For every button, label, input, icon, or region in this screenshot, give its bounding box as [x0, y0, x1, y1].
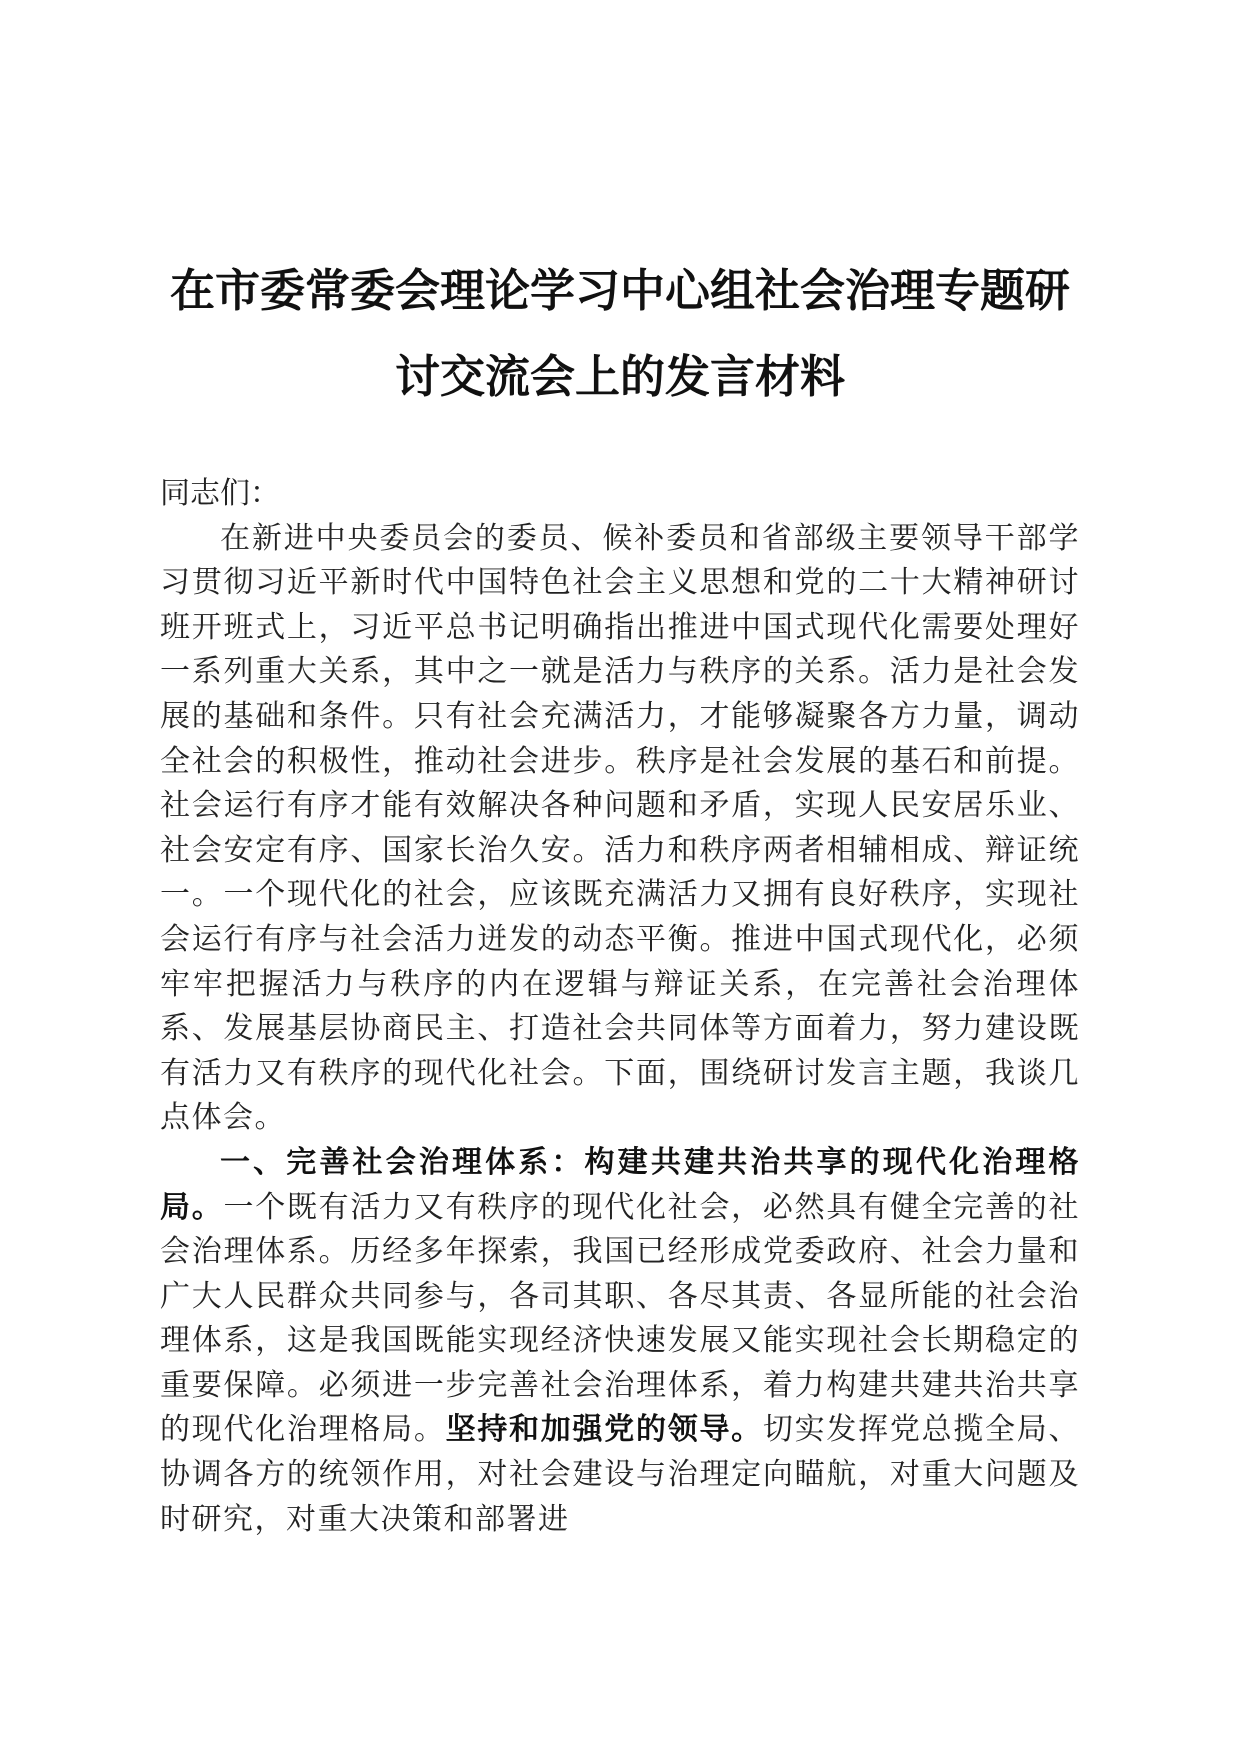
section-1-text: 一个既有活力又有秩序的现代化社会，必然具有健全完善的社会治理体系。历经多年探索，我国已经形成党委政府、社会力量和广大人民群众共同参与，各司其职、各尽其责、各显所能的社会治理体系，这是我国既能实现经济快速发展又能实现社会长期稳定的重要保障。必须进一步完善社会治理体系，着力构建共建共治共享的现代化治理格局。 [160, 1189, 1081, 1448]
document-title [150, 248, 1090, 420]
subheading-party-leadership-text: 切实发挥党总揽全局、协调各方的统领作用，对社会建设与治理定向瞄航，对重大问题及时研究，对重大决策和部署进 [160, 1412, 1081, 1537]
subheading-party-leadership: 坚持和加强党的领导。 [445, 1412, 763, 1448]
document-body [160, 472, 1080, 1542]
title-line-1: 在市委常委会理论学习中心组社会治理专题研 [169, 264, 1070, 317]
paragraph-section-1 [160, 1141, 1080, 1542]
title-line-2: 讨交流会上的发言材料 [394, 350, 845, 403]
section-1-heading: 一、完善社会治理体系：构建共建共治共享的现代化治理格局。 [160, 1144, 1080, 1225]
paragraph-introduction: 在新进中央委员会的委员、候补委员和省部级主要领导干部学习贯彻习近平新时代中国特色社会主义思想和党的二十大精神研讨班开班式上，习近平总书记明确指出推进中国式现代化需要处理好一系列重大关系，其中之一就是活力与秩序的关系。活力是社会发展的基础和条件。只有社会充满活力，才能够凝聚各方力量，调动全社会的积极性，推动社会进步。秩序是社会发展的基石和前提。社会运行有序才能有效解决各种问题和矛盾，实现人民安居乐业、社会安定有序、国家长治久安。活力和秩序两者相辅相成、辩证统一。一个现代化的社会，应该既充满活力又拥有良好秩序，实现社会运行有序与社会活力迸发的动态平衡。推进中国式现代化，必须牢牢把握活力与秩序的内在逻辑与辩证关系，在完善社会治理体系、发展基层协商民主、打造社会共同体等方面着力，努力建设既有活力又有秩序的现代化社会。下面，围绕研讨发言主题，我谈几点体会。 [160, 520, 1080, 1136]
salutation: 同志们： [160, 476, 280, 511]
